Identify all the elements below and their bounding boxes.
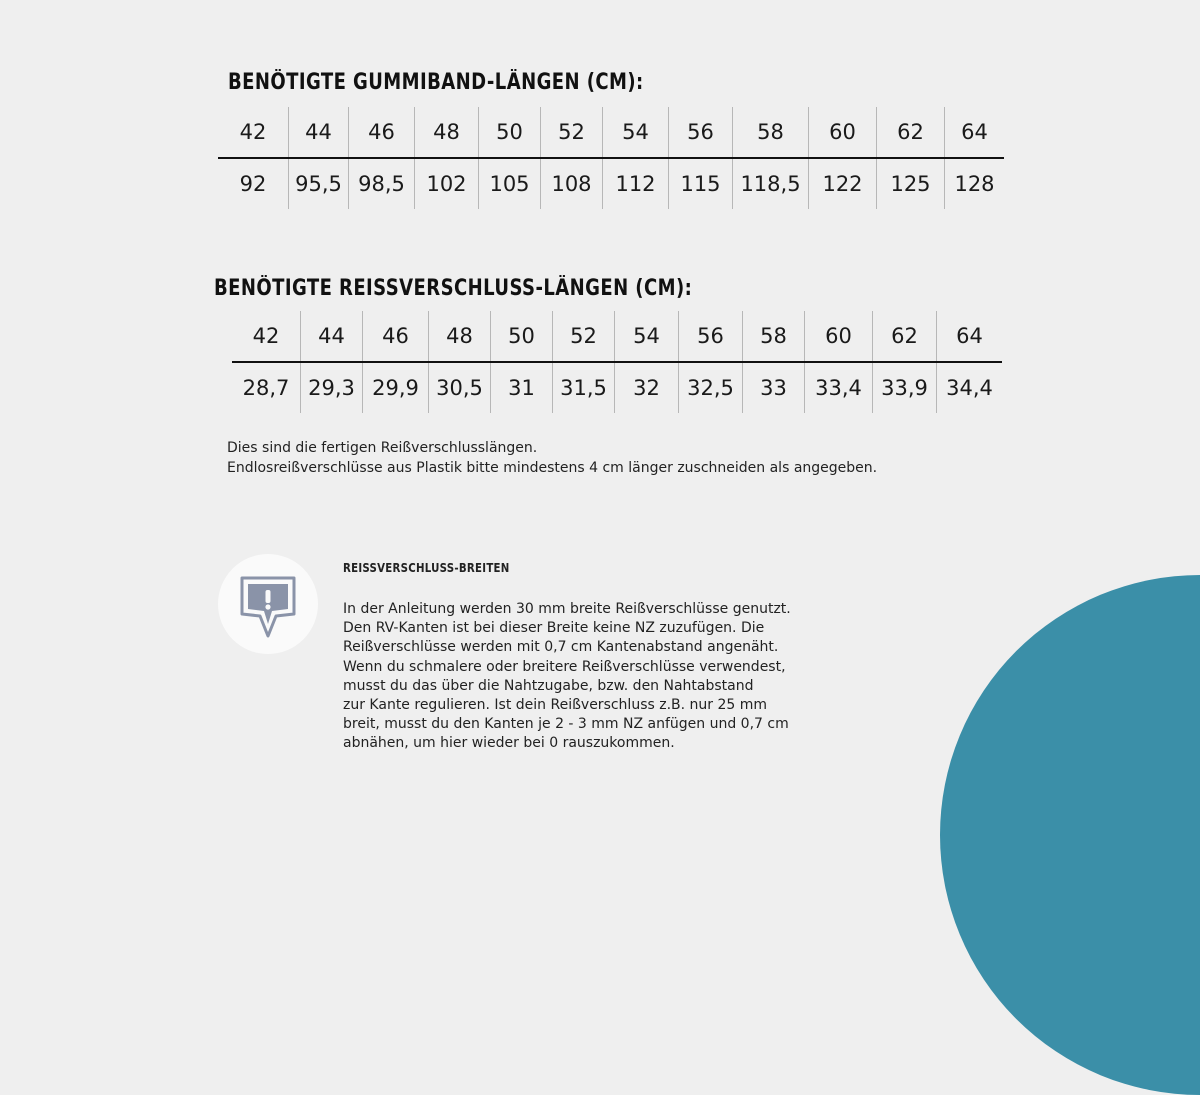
gummiband-length-cell: 112: [602, 159, 668, 209]
reissverschluss-length-row: [232, 363, 1002, 413]
reissverschluss-size-cell: 64: [936, 311, 1002, 361]
gummiband-size-cell: 44: [288, 107, 348, 157]
gummiband-length-cell: 95,5: [288, 159, 348, 209]
reissverschluss-length-cell: 32: [614, 363, 678, 413]
gummiband-size-cell: 52: [540, 107, 602, 157]
reissverschluss-length-cell: 33,9: [872, 363, 936, 413]
gummiband-size-cell: 64: [944, 107, 1004, 157]
info-line: breit, musst du den Kanten je 2 - 3 mm NZ anfügen und 0,7 cm: [343, 716, 789, 733]
reissverschluss-size-cell: 50: [490, 311, 552, 361]
gummiband-size-cell: 62: [876, 107, 944, 157]
reissverschluss-length-cell: 28,7: [242, 376, 290, 400]
gummiband-size-cell: 46: [348, 107, 414, 157]
gummiband-size-cell: 54: [602, 107, 668, 157]
info-body: [343, 600, 791, 754]
reissverschluss-heading: BENÖTIGTE REISSVERSCHLUSS-LÄNGEN (CM):: [214, 276, 693, 301]
reissverschluss-size-cell: 62: [872, 311, 936, 361]
reissverschluss-length-cell: 30,5: [428, 363, 490, 413]
info-badge: [218, 554, 318, 654]
gummiband-heading: BENÖTIGTE GUMMIBAND-LÄNGEN (CM):: [228, 70, 644, 95]
gummiband-length-cell: 102: [414, 159, 478, 209]
zipper-note: [227, 438, 877, 478]
gummiband-length-cell: 105: [478, 159, 540, 209]
gummiband-size-cell: 58: [732, 107, 808, 157]
gummiband-size-row: [218, 107, 1004, 157]
gummiband-length-cell: 118,5: [732, 159, 808, 209]
reissverschluss-length-cell: 34,4: [936, 363, 1002, 413]
gummiband-size-cell: 60: [808, 107, 876, 157]
reissverschluss-size-cell: 52: [552, 311, 614, 361]
gummiband-size-cell: 48: [414, 107, 478, 157]
reissverschluss-length-cell: 29,9: [362, 363, 428, 413]
warning-exclamation-icon: [218, 554, 318, 654]
reissverschluss-length-cell: 33: [742, 363, 804, 413]
info-line: abnähen, um hier wieder bei 0 rauszukommen.: [343, 735, 675, 752]
reissverschluss-size-cell: 54: [614, 311, 678, 361]
reissverschluss-length-cell: 29,3: [300, 363, 362, 413]
gummiband-length-row: [218, 159, 1004, 209]
zipper-note-line-1: Dies sind die fertigen Reißverschlusslängen.: [227, 440, 538, 456]
info-line: musst du das über die Nahtzugabe, bzw. den Nahtabstand: [343, 677, 754, 694]
reissverschluss-size-cell: 56: [678, 311, 742, 361]
gummiband-length-cell: 92: [239, 172, 267, 196]
reissverschluss-size-row: [232, 311, 1002, 361]
reissverschluss-length-cell: 33,4: [804, 363, 872, 413]
gummiband-size-cell: 56: [668, 107, 732, 157]
reissverschluss-length-cell: 31: [490, 363, 552, 413]
gummiband-length-cell: 98,5: [348, 159, 414, 209]
reissverschluss-size-cell: 42: [252, 324, 280, 348]
gummiband-length-cell: 125: [876, 159, 944, 209]
info-line: Den RV-Kanten ist bei dieser Breite keine NZ zuzufügen. Die: [343, 620, 765, 637]
gummiband-length-cell: 122: [808, 159, 876, 209]
reissverschluss-size-cell: 44: [300, 311, 362, 361]
reissverschluss-size-cell: 58: [742, 311, 804, 361]
reissverschluss-length-cell: 32,5: [678, 363, 742, 413]
reissverschluss-size-cell: 60: [804, 311, 872, 361]
decorative-circle: [940, 575, 1200, 1095]
reissverschluss-size-cell: 48: [428, 311, 490, 361]
info-title: REISSVERSCHLUSS-BREITEN: [343, 561, 510, 575]
reissverschluss-size-cell: 46: [362, 311, 428, 361]
gummiband-table: [218, 107, 1004, 209]
info-line: In der Anleitung werden 30 mm breite Reißverschlüsse genutzt.: [343, 601, 791, 617]
info-line: zur Kante regulieren. Ist dein Reißverschluss z.B. nur 25 mm: [343, 697, 768, 714]
info-line: Wenn du schmalere oder breitere Reißverschlüsse verwendest,: [343, 658, 786, 675]
reissverschluss-length-cell: 31,5: [552, 363, 614, 413]
gummiband-length-cell: 108: [540, 159, 602, 209]
gummiband-size-cell: 50: [478, 107, 540, 157]
zipper-note-line-2: Endlosreißverschlüsse aus Plastik bitte mindestens 4 cm länger zuschneiden als angegeben.: [227, 460, 878, 476]
gummiband-size-cell: 42: [239, 120, 267, 144]
gummiband-length-cell: 115: [668, 159, 732, 209]
info-line: Reißverschlüsse werden mit 0,7 cm Kantenabstand angenäht.: [343, 639, 779, 656]
reissverschluss-table: [232, 311, 1002, 413]
gummiband-length-cell: 128: [944, 159, 1004, 209]
